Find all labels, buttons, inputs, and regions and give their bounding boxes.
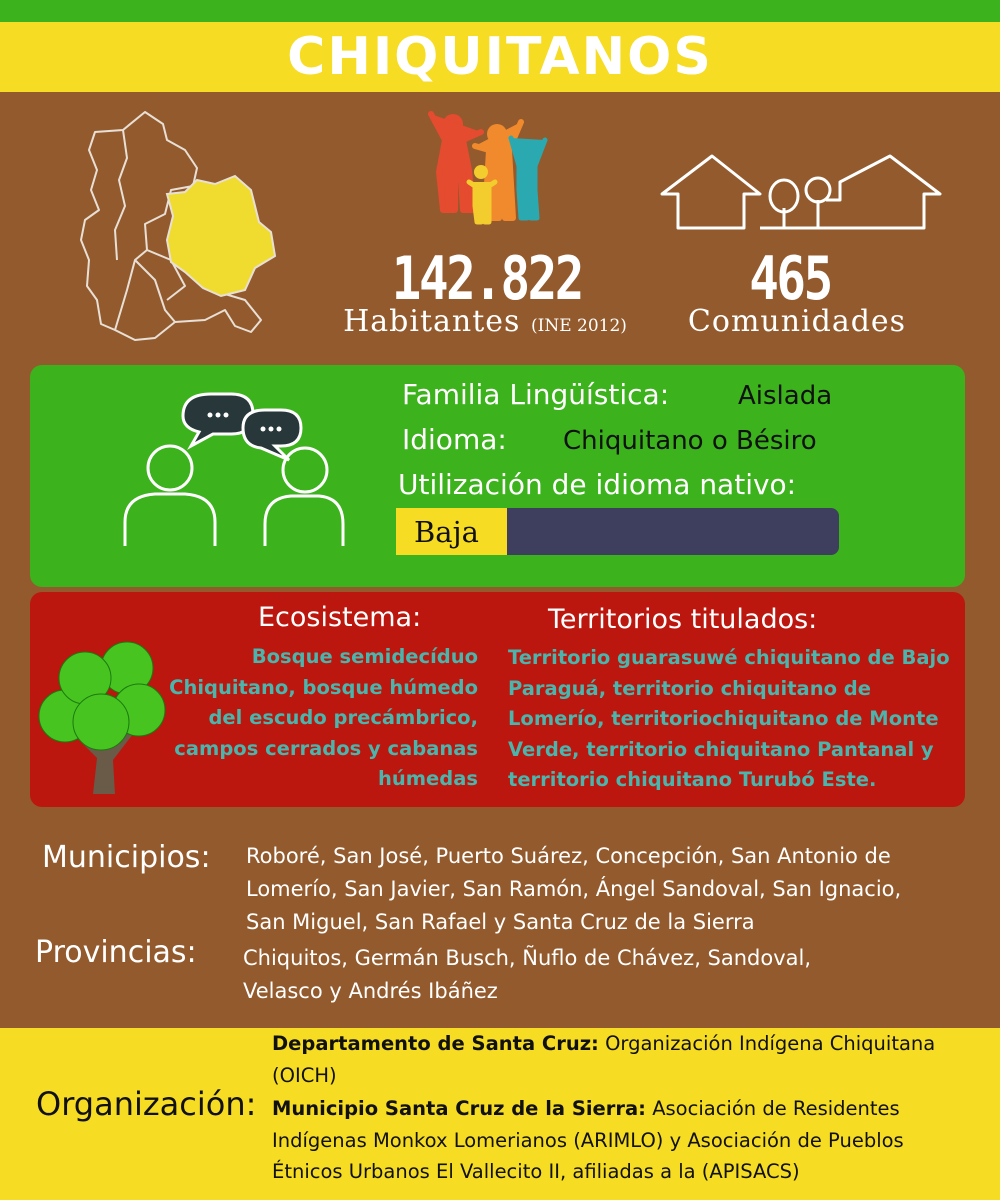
department-org-acronym: (OICH) <box>272 1063 337 1087</box>
ecosystem-line: húmedas <box>377 767 478 790</box>
territories-line: Territorio guarasuwé chiquitano de Bajo <box>508 646 950 669</box>
territories-line: Paraguá, territorio chiquitano de <box>508 676 871 700</box>
population-source: (INE 2012) <box>530 316 627 336</box>
ecosystem-line: Chiquitano, bosque húmedo <box>169 675 478 699</box>
provincias-line: Chiquitos, Germán Busch, Ñuflo de Chávez, Sandoval, <box>243 946 812 970</box>
organization-label: Organización: <box>36 1085 257 1123</box>
usage-label: Utilización de idioma nativo: <box>398 468 797 501</box>
usage-level: Baja <box>414 515 479 549</box>
municipality-name: Municipio Santa Cruz de la Sierra: <box>272 1097 646 1120</box>
title-bar <box>0 22 1000 92</box>
provincias-line: Velasco y Andrés Ibáñez <box>243 979 498 1003</box>
ecosystem-text <box>160 642 478 795</box>
population-label: Habitantes <box>343 304 521 339</box>
territories-line: Verde, territorio chiquitano Pantanal y <box>508 737 934 761</box>
conversation-icon <box>115 388 345 553</box>
ecosystem-line: Bosque semidecíduo <box>251 645 478 668</box>
municipios-line: Roboré, San José, Puerto Suárez, Concepción, San Antonio de <box>246 844 891 868</box>
territories-text <box>508 643 958 796</box>
family-value: Aislada <box>738 381 833 411</box>
idiom-value: Chiquitano o Bésiro <box>563 426 817 456</box>
department-org: Organización Indígena Chiquitana <box>605 1032 936 1055</box>
family-label: Familia Lingüística: <box>402 378 670 411</box>
municipality-org-line: Étnicos Urbanos El Vallecito II, afiliadas a la (APISACS) <box>272 1160 800 1183</box>
municipios-line: San Miguel, San Rafael y Santa Cruz de la Sierra <box>246 910 755 934</box>
territories-line: Lomerío, territoriochiquitano de Monte <box>508 707 939 730</box>
organization-department <box>272 1028 992 1091</box>
idiom-label: Idioma: <box>402 423 507 456</box>
population-caption <box>320 304 650 339</box>
communities-label: Comunidades <box>687 304 907 339</box>
department-name: Departamento de Santa Cruz: <box>272 1032 599 1055</box>
top-stripe <box>0 0 1000 22</box>
ecosystem-line: del escudo precámbrico, <box>208 706 478 729</box>
provincias-text <box>243 942 973 1008</box>
ecosystem-line: campos cerrados y cabanas <box>174 736 478 760</box>
communities-value: 465 <box>749 244 831 314</box>
provincias-label: Provincias: <box>35 935 197 970</box>
municipios-text <box>246 840 976 939</box>
municipios-label: Municipios: <box>42 840 211 875</box>
municipality-org-line: Indígenas Monkox Lomerianos (ARIMLO) y Asociación de Pueblos <box>272 1128 904 1152</box>
family-icon <box>425 110 555 225</box>
bolivia-map-icon <box>75 110 285 345</box>
population-value: 142.822 <box>391 244 582 314</box>
territories-title: Territorios titulados: <box>548 604 818 635</box>
organization-municipality <box>272 1093 992 1188</box>
page-title: CHIQUITANOS <box>287 27 713 87</box>
municipality-org-line: Asociación de Residentes <box>652 1097 900 1120</box>
municipios-line: Lomerío, San Javier, San Ramón, Ángel Sandoval, San Ignacio, <box>246 877 902 901</box>
territories-line: territorio chiquitano Turubó Este. <box>508 768 877 791</box>
village-icon <box>660 152 945 232</box>
tree-icon <box>35 638 170 796</box>
ecosystem-title: Ecosistema: <box>258 602 422 633</box>
usage-bar <box>396 508 839 555</box>
